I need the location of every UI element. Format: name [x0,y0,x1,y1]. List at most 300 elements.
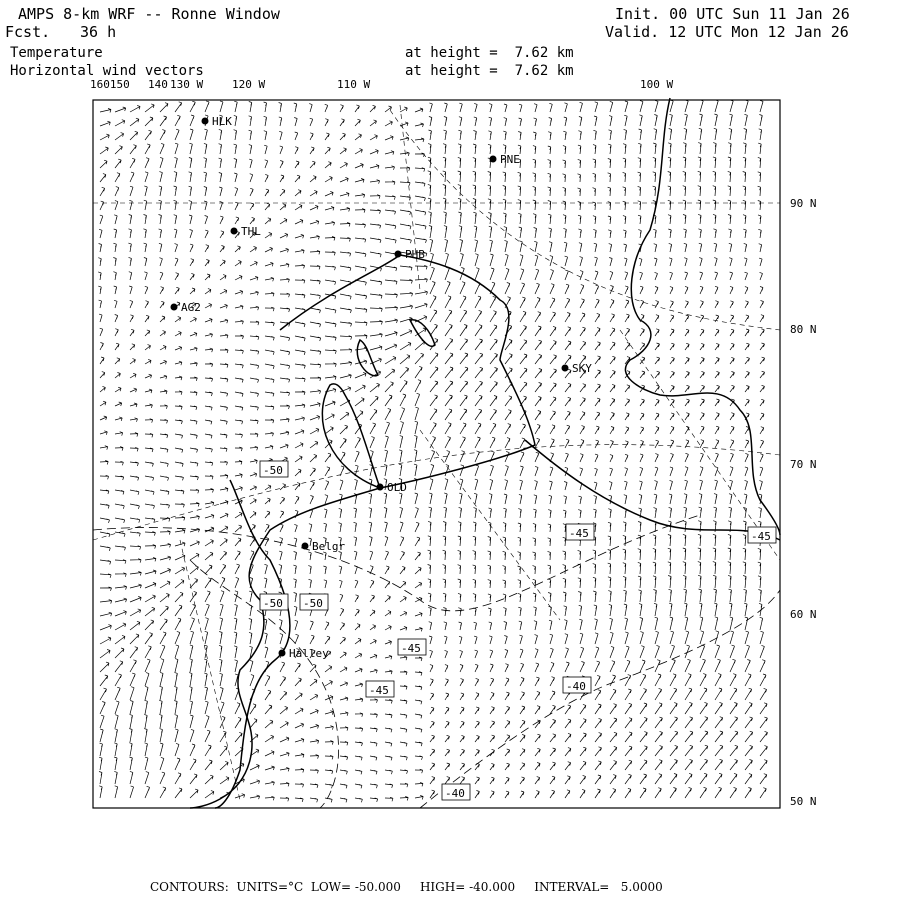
wind-vector [730,329,734,336]
wind-vector [443,157,446,168]
wind-vector [130,186,133,196]
wind-vector [310,176,316,182]
wind-vector [548,214,551,224]
wind-vector [295,798,303,802]
wind-vector [548,538,551,546]
wind-vector [294,103,297,112]
coast-ronne-shelf [525,440,780,540]
wind-vector [280,418,289,422]
wind-vector [683,215,686,225]
wind-vector [430,735,435,742]
wind-vector [595,299,599,308]
wind-vector [728,157,731,168]
wind-vector [759,258,762,266]
wind-vector-field [98,100,767,803]
wind-vector [160,448,168,452]
wind-vector [280,752,289,756]
wind-vector [415,210,426,215]
wind-vector [160,632,166,644]
wind-vector [340,148,346,154]
wind-vector [445,381,453,392]
wind-vector [655,731,663,742]
wind-vector [715,731,723,742]
wind-vector [280,524,283,532]
wind-vector [220,420,227,424]
wind-vector [444,117,447,127]
wind-vector [640,413,644,420]
wind-vector [534,228,537,239]
wind-vector [160,619,167,630]
wind-vector [385,319,398,323]
wind-vector [145,315,149,322]
wind-vector [235,406,243,411]
wind-vector [593,130,596,140]
wind-vector [385,356,396,364]
wind-vector [475,465,479,476]
wind-vector [700,617,703,630]
wind-vector [250,512,256,518]
wind-vector [745,386,749,393]
wind-vector [699,258,702,266]
wind-vector [444,226,447,238]
wind-vector [565,453,568,462]
wind-vector [670,731,678,742]
wind-vector [550,284,554,294]
wind-vector [385,641,392,645]
wind-vector [265,307,274,311]
wind-vector [159,215,162,225]
wind-vector [295,219,303,224]
wind-vector [460,381,468,392]
wind-vector [745,467,748,476]
wind-vector [534,104,537,112]
wind-vector [370,742,377,746]
wind-vector [400,522,403,532]
wind-vector [189,215,192,224]
wind-vector [685,315,689,322]
wind-vector [460,437,465,448]
latitude-labels [790,197,817,808]
wind-vector [189,158,192,169]
wind-vector [610,286,613,295]
wind-vector [264,564,267,574]
wind-vector [730,674,736,686]
wind-vector [280,218,287,224]
wind-vector [310,308,321,313]
wind-vector [503,172,506,182]
wind-vector [535,411,541,421]
wind-vector [624,244,627,252]
wind-vector [310,350,321,355]
wind-vector [115,623,126,630]
wind-vector [758,562,761,574]
wind-vector [535,691,540,700]
wind-vector [175,503,184,507]
wind-vector [505,735,510,742]
wind-vector [670,100,673,112]
wind-vector [190,129,193,140]
wind-vector [699,114,702,126]
wind-vector [683,562,686,574]
wind-vector [205,392,212,396]
wind-vector [354,551,357,560]
wind-vector [550,397,556,406]
wind-vector [745,301,748,308]
wind-vector [610,761,617,770]
wind-vector [458,550,461,560]
wind-vector [265,781,274,785]
wind-vector [595,342,600,350]
wind-vector [100,147,108,154]
wind-vector [475,763,480,770]
wind-vector [175,361,182,365]
wind-vector [638,186,641,196]
wind-vector [415,278,427,282]
wind-vector [534,621,537,630]
wind-vector [310,294,320,299]
station-dot [377,484,384,491]
wind-vector [700,315,704,322]
wind-vector [700,645,705,658]
wind-vector [190,244,193,252]
wind-vector [415,421,418,434]
wind-vector [400,330,412,336]
wind-vector [685,343,689,350]
wind-vector [280,662,285,672]
wind-vector [745,760,752,771]
wind-vector [729,507,732,518]
wind-vector [670,343,674,350]
wind-vector [325,308,336,313]
wind-vector [759,129,762,140]
wind-vector [535,298,540,309]
wind-vector [608,536,611,546]
wind-vector [234,618,237,630]
contour-minus45 [93,515,700,611]
wind-vector [100,490,109,494]
wind-vector [580,398,585,406]
wind-vector [685,286,688,294]
wind-vector [625,788,631,798]
wind-vector [115,648,124,658]
wind-vector [340,412,349,420]
wind-vector [235,188,238,196]
wind-vector [129,743,132,756]
wind-vector [428,593,431,602]
wind-vector [475,409,482,420]
wind-vector [430,239,433,252]
wind-vector [730,413,734,420]
wind-vector [459,103,462,112]
station-label: OLD [387,481,407,494]
wind-vector [743,535,746,546]
wind-vector [160,569,171,575]
wind-vector [640,618,643,631]
wind-vector [265,322,274,326]
wind-vector [250,261,257,266]
wind-vector [295,678,301,686]
wind-vector [595,356,601,364]
wind-vector [414,450,417,462]
wind-vector [655,399,659,406]
wind-vector [760,788,766,798]
wind-vector [145,686,148,700]
wind-vector [715,440,719,448]
wind-vector [608,591,611,602]
wind-vector [220,231,224,238]
wind-vector [488,522,491,532]
wind-vector [354,522,357,532]
wind-vector [580,257,583,266]
wind-vector [100,431,107,435]
wind-vector [355,595,359,602]
wind-vector [685,413,689,420]
wind-vector [295,190,301,196]
wind-vector [235,261,241,267]
wind-vector [625,646,629,658]
wind-vector [713,534,716,546]
wind-vector [205,730,210,742]
wind-vector [235,364,243,368]
wind-vector [550,790,555,798]
wind-vector [340,770,347,774]
wind-vector [535,269,539,280]
wind-vector [473,171,476,182]
wind-vector [385,436,388,448]
wind-vector [563,131,566,140]
wind-vector [563,578,566,588]
wind-vector [670,674,676,686]
wind-vector [415,380,421,392]
wind-vector [100,612,112,616]
wind-vector [265,676,270,686]
wind-vector [713,548,716,560]
wind-vector [115,329,118,336]
wind-vector [355,398,364,406]
wind-vector [715,787,722,798]
wind-vector [730,467,733,476]
wind-vector [145,117,153,126]
wind-vector [205,434,212,438]
wind-vector [550,677,555,686]
wind-vector [400,797,408,801]
wind-vector [355,105,359,112]
wind-vector [160,581,170,588]
wind-vector [520,735,525,743]
wind-vector [174,215,177,224]
wind-vector [400,537,404,546]
wind-vector [190,645,193,658]
wind-vector [595,733,602,742]
wind-vector [670,272,673,280]
wind-vector [114,771,117,784]
wind-vector [595,398,600,406]
wind-vector [550,369,557,378]
wind-vector [520,283,525,294]
wind-vector [608,216,611,224]
wind-vector [130,344,135,350]
wind-vector [415,769,423,773]
wind-vector [370,195,380,199]
wind-vector [265,218,271,224]
wind-vector [325,770,333,774]
wind-vector [698,186,701,196]
wind-vector [114,300,117,308]
wind-vector [655,440,659,448]
wind-vector [265,262,273,266]
wind-vector [520,706,525,714]
wind-vector [190,317,196,322]
wind-vector [490,409,497,420]
wind-vector [160,130,165,140]
wind-vector [369,537,372,547]
wind-vector [669,114,672,126]
wind-vector [400,756,407,760]
wind-vector [174,200,177,210]
wind-vector [655,746,663,756]
wind-vector [115,611,126,616]
wind-vector [610,632,613,644]
wind-vector [460,296,466,308]
wind-vector [624,481,627,490]
wind-vector [565,298,570,308]
wind-vector [430,679,433,686]
wind-vector [623,187,626,196]
station-label: PNE [500,153,520,166]
wind-vector [595,647,599,658]
wind-vector [668,548,671,560]
wind-vector [430,367,438,378]
wind-vector [145,646,151,658]
wind-vector [175,592,183,602]
wind-vector [145,419,153,423]
wind-vector [235,378,243,383]
wind-vector [219,645,222,658]
wind-vector [265,485,271,490]
wind-vector [505,340,512,351]
wind-vector [428,536,431,546]
wind-vector [115,402,122,406]
wind-vector [205,591,210,602]
wind-vector [609,116,612,126]
wind-vector [610,101,613,112]
station-dot [562,365,569,372]
wind-vector [443,536,446,546]
wind-vector [340,133,345,140]
wind-vector [533,566,536,574]
wind-vector [250,217,255,224]
wind-vector [295,754,304,758]
wind-vector [700,286,703,294]
wind-vector [580,468,583,476]
wind-vector [370,165,379,169]
wind-vector [428,171,431,182]
wind-vector [670,287,673,294]
wind-vector [520,297,525,308]
wind-vector [370,383,380,392]
wind-vector [638,576,641,588]
wind-vector [280,248,289,252]
wind-vector [204,143,207,154]
wind-vector [758,172,761,182]
wind-vector [715,631,719,644]
wind-vector [518,172,521,182]
wind-vector [340,623,345,630]
wind-vector [325,266,336,270]
wind-vector [385,294,397,298]
wind-vector [445,707,449,714]
wind-vector [550,467,553,476]
wind-vector [115,387,121,392]
wind-vector [683,548,686,560]
wind-vector [549,620,552,630]
wind-vector [355,698,363,702]
wind-vector [340,727,348,731]
wind-vector [310,428,319,434]
wind-vector [100,560,111,565]
wind-vector [564,620,567,630]
wind-vector [220,448,227,452]
wind-vector [593,577,596,588]
wind-vector [503,199,506,210]
wind-vector [310,694,318,700]
wind-vector [535,438,540,448]
wind-vector [143,229,146,238]
wind-vector [190,434,197,439]
wind-vector [265,538,269,547]
wind-vector [563,146,566,154]
wind-vector [578,215,581,224]
wind-vector [670,386,674,393]
wind-vector [473,565,476,574]
wind-vector [458,130,461,140]
wind-vector [295,364,305,369]
wind-vector [249,116,252,126]
wind-vector [445,367,453,378]
wind-vector [550,748,556,756]
wind-vector [308,552,311,560]
wind-vector [355,580,358,588]
wind-vector [685,453,688,462]
wind-vector [594,482,597,490]
wind-vector [100,715,104,728]
wind-vector [640,101,643,112]
wind-vector [625,703,632,714]
wind-vector [310,441,318,448]
wind-vector [460,409,467,420]
wind-vector [220,319,228,323]
wind-vector [159,200,162,210]
wind-vector [760,774,767,784]
wind-vector [640,660,645,672]
wind-vector [715,645,720,658]
wind-vector [340,163,347,169]
wind-vector [310,454,317,462]
longitude-labels [90,78,673,91]
wind-vector [235,717,241,728]
wind-vector [490,382,497,392]
wind-vector [520,382,527,392]
wind-vector [730,745,738,756]
wind-vector [760,343,765,350]
wind-vector [220,334,228,338]
wind-vector [460,763,465,770]
wind-vector [219,173,222,183]
wind-vector [505,749,510,756]
wind-vector [580,789,585,798]
wind-vector [488,580,491,588]
wind-vector [99,244,102,253]
